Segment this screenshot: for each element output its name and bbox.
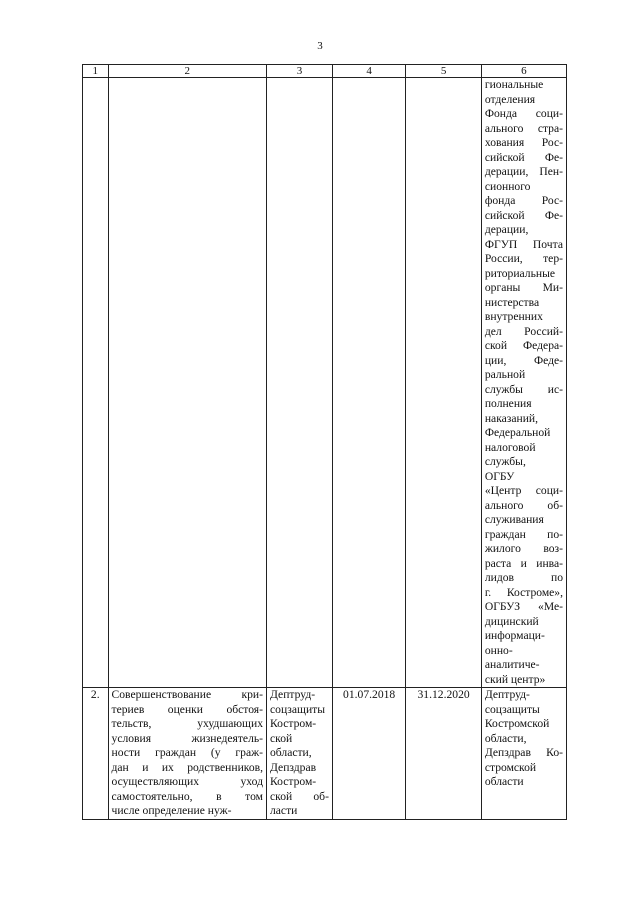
cell-text-line: стромской xyxy=(484,760,537,774)
cell-text-line: полнения xyxy=(484,397,532,410)
cell-text-line: Костром- xyxy=(270,775,317,788)
cell-text-line: сийской Фе- xyxy=(484,208,563,222)
row1-cell-5 xyxy=(406,78,482,688)
cell-text-line: наказаний, xyxy=(484,411,539,425)
cell-text-line: ального об- xyxy=(484,498,563,512)
cell-text-line: условия жизнедеятель- xyxy=(111,731,263,745)
cell-text-line: Костромской xyxy=(484,717,550,730)
cell-text-line: внутренних xyxy=(484,310,543,323)
cell-text-line: дицинский xyxy=(484,614,539,628)
cell-text-line: служивания xyxy=(484,513,544,526)
row2-number: 2. xyxy=(83,688,109,820)
cell-text-line: службы, xyxy=(484,455,526,468)
cell-text-line: осуществляющих уход xyxy=(111,775,263,788)
cell-text-line: ального стра- xyxy=(484,121,563,135)
cell-text-line: жилого воз- xyxy=(484,542,563,555)
cell-text-line: ласти xyxy=(270,804,298,817)
cell-text-line: области xyxy=(484,775,524,788)
cell-text-line: ОГБУ xyxy=(484,469,515,483)
row1-cell-1 xyxy=(83,78,109,688)
cell-text-line: ФГУП Почта xyxy=(484,237,563,251)
cell-text-line: Депздрав xyxy=(270,760,317,774)
row1-cell-4 xyxy=(332,78,405,688)
cell-text-line: дел Россий- xyxy=(484,324,563,338)
cell-text-line: риториальные xyxy=(484,266,556,280)
cell-text-line: онно- xyxy=(484,643,513,657)
cell-text-line: ской об- xyxy=(270,789,329,803)
header-cell-1: 1 xyxy=(83,65,109,78)
cell-text-line: ности граждан (у граж- xyxy=(111,746,263,759)
cell-text-line: области, xyxy=(484,731,527,745)
header-cell-3: 3 xyxy=(267,65,333,78)
row2-end-date: 31.12.2020 xyxy=(406,688,482,820)
header-cell-4: 4 xyxy=(332,65,405,78)
cell-text-line: числе определение нуж- xyxy=(111,804,232,817)
cell-text-line: ральной xyxy=(484,368,526,381)
cell-text-line: ский центр» xyxy=(484,672,546,686)
cell-text-line: отделения xyxy=(484,92,536,106)
cell-text-line: самостоятельно, в том xyxy=(111,789,263,803)
cell-text-line: Федеральной xyxy=(484,426,551,439)
row2-responsible-cell xyxy=(267,688,333,820)
cell-text-line: области, xyxy=(270,746,312,759)
cell-text-line: Дептруд- xyxy=(484,688,530,701)
cell-text-line: ской xyxy=(270,731,293,745)
page-number: 3 xyxy=(317,40,323,52)
header-cell-2: 2 xyxy=(108,65,266,78)
cell-text-line: соцзащиты xyxy=(270,702,326,716)
cell-text-line: сийской Фе- xyxy=(484,150,563,164)
cell-text-line: териев оценки обстоя- xyxy=(111,702,263,716)
cell-text-line: гиональные xyxy=(484,78,544,91)
row2-start-date: 01.07.2018 xyxy=(332,688,405,820)
cell-text-line: хования Рос- xyxy=(484,136,563,149)
cell-text-line: дерации, xyxy=(484,223,529,236)
cell-text-line: налоговой xyxy=(484,440,536,454)
table-header-row xyxy=(83,65,567,78)
cell-text-line: Костром- xyxy=(270,717,317,730)
cell-text-line: ОГБУЗ «Ме- xyxy=(484,600,563,613)
cell-text-line: Дептруд- xyxy=(270,688,316,701)
cell-text-line: Совершенствование кри- xyxy=(111,688,263,701)
plan-table xyxy=(82,64,567,820)
table-row xyxy=(83,78,567,688)
cell-text-line: России, тер- xyxy=(484,252,563,265)
cell-text-line: «Центр соци- xyxy=(484,484,563,497)
header-cell-5: 5 xyxy=(406,65,482,78)
cell-text-line: г. Костроме», xyxy=(484,585,563,599)
cell-text-line: раста и инва- xyxy=(484,556,563,570)
cell-text-line: информаци- xyxy=(484,629,545,642)
cell-text-line: соцзащиты xyxy=(484,702,540,716)
header-cell-6: 6 xyxy=(481,65,566,78)
cell-text-line: тельств, ухудшающих xyxy=(111,717,263,730)
row1-executors-cell xyxy=(481,78,566,688)
row1-cell-2 xyxy=(108,78,266,688)
cell-text-line: ской Федера- xyxy=(484,339,563,352)
cell-text-line: граждан по- xyxy=(484,527,563,541)
cell-text-line: Фонда соци- xyxy=(484,107,563,120)
cell-text-line: сионного xyxy=(484,179,531,193)
cell-text-line: нистерства xyxy=(484,295,540,309)
cell-text-line: лидов по xyxy=(484,571,563,584)
cell-text-line: дан и их родственников, xyxy=(111,760,263,774)
cell-text-line: аналитиче- xyxy=(484,658,540,671)
cell-text-line: дерации, Пен- xyxy=(484,165,563,178)
cell-text-line: фонда Рос- xyxy=(484,194,563,207)
cell-text-line: службы ис- xyxy=(484,382,563,396)
cell-text-line: органы Ми- xyxy=(484,281,563,294)
cell-text-line: Депздрав Ко- xyxy=(484,746,563,759)
cell-text-line: ции, Феде- xyxy=(484,353,563,367)
row2-measure-cell xyxy=(108,688,266,820)
row1-cell-3 xyxy=(267,78,333,688)
row2-executors-cell xyxy=(481,688,566,820)
table-row xyxy=(83,688,567,820)
